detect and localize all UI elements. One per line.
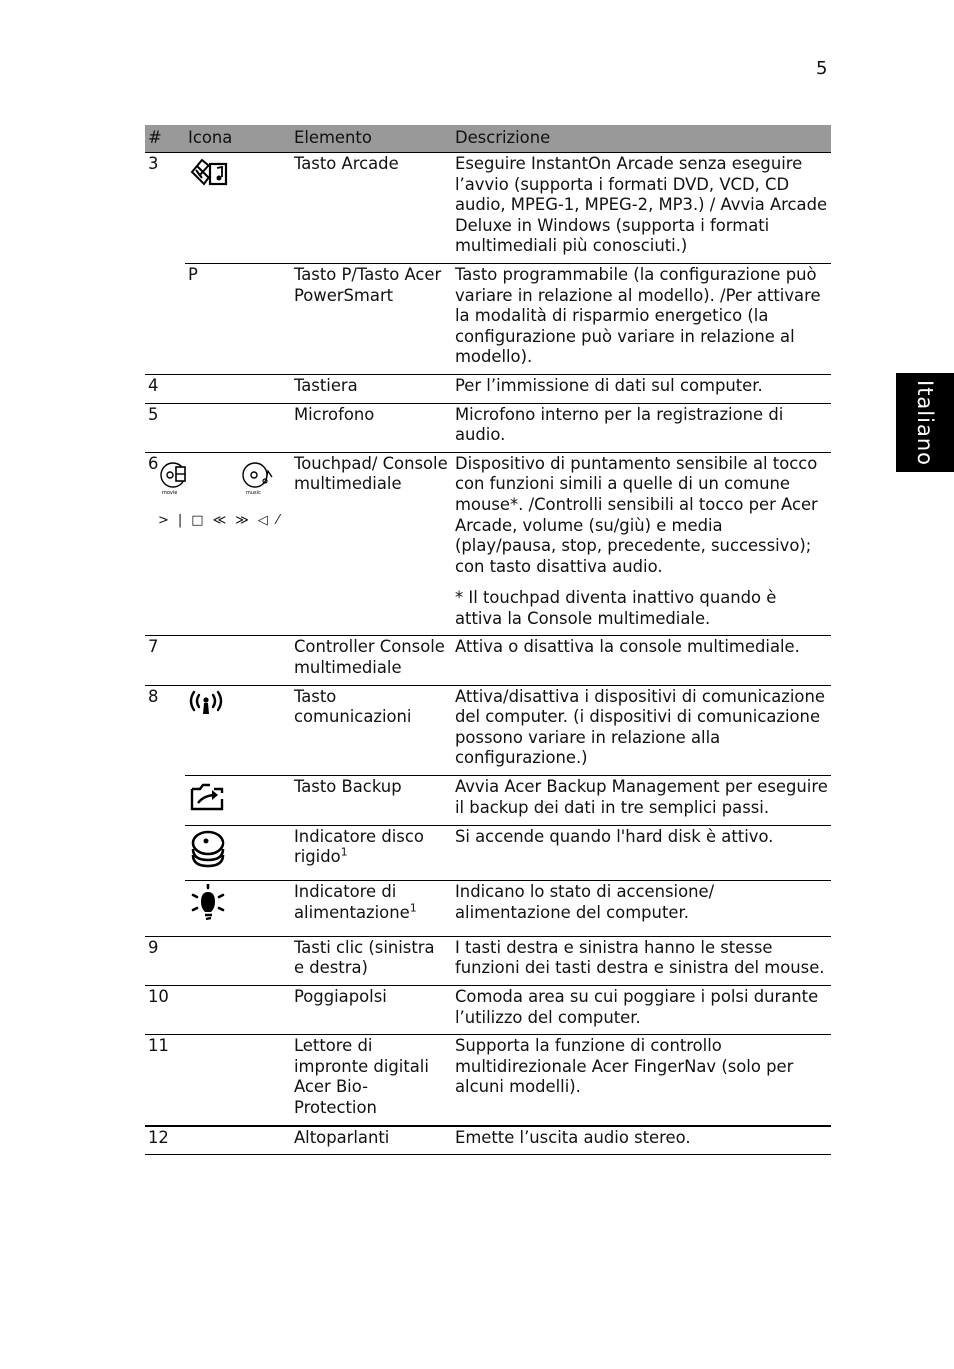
header-description: Descrizione bbox=[452, 125, 831, 153]
row-element: Microfono bbox=[291, 403, 452, 452]
row-num: 10 bbox=[145, 986, 185, 1035]
language-label: Italiano bbox=[913, 379, 937, 466]
row-description: Emette l’uscita audio stereo. bbox=[452, 1126, 831, 1155]
row-num: 4 bbox=[145, 374, 185, 403]
row-element: Poggiapolsi bbox=[291, 986, 452, 1035]
table-row bbox=[145, 636, 831, 685]
row-element: Tasti clic (sinistra e destra) bbox=[291, 936, 452, 985]
power-light-icon bbox=[188, 884, 228, 930]
music-icon bbox=[240, 462, 278, 502]
row-icon bbox=[185, 636, 291, 685]
table-row bbox=[145, 986, 831, 1035]
row-icon bbox=[185, 986, 291, 1035]
table-row bbox=[145, 881, 831, 937]
table-row bbox=[145, 1035, 831, 1126]
row-element: Tasto Backup bbox=[291, 776, 452, 826]
svg-text:music: music bbox=[246, 489, 261, 496]
row-element: Altoparlanti bbox=[291, 1126, 452, 1155]
table-row bbox=[145, 374, 831, 403]
row-icon bbox=[158, 452, 291, 636]
media-controls bbox=[158, 511, 288, 532]
footnote-mark: 1 bbox=[409, 901, 417, 915]
row-icon bbox=[185, 153, 291, 264]
row-element: Lettore di impronte digitali Acer Bio-Protection bbox=[291, 1035, 452, 1126]
table-row bbox=[145, 153, 831, 264]
row-num: 6 bbox=[148, 453, 159, 473]
header-num: # bbox=[145, 125, 185, 153]
table-row bbox=[145, 452, 831, 636]
row-description: I tasti destra e sinistra hanno le stesse funzioni dei tasti destra e sinistra del mouse. bbox=[452, 936, 831, 985]
row-element bbox=[291, 825, 452, 881]
row-icon bbox=[185, 825, 291, 881]
row-description-cell bbox=[452, 452, 831, 636]
row-description: Attiva o disattiva la console multimediale. bbox=[452, 636, 831, 685]
language-tab bbox=[896, 373, 954, 472]
row-element: Tasto P/Tasto Acer PowerSmart bbox=[291, 263, 452, 374]
row-element: Tastiera bbox=[291, 374, 452, 403]
row-icon bbox=[185, 374, 291, 403]
row-num bbox=[145, 881, 185, 937]
arcade-icon bbox=[188, 156, 230, 198]
p-key-label: P bbox=[185, 263, 291, 374]
wireless-icon bbox=[188, 689, 228, 725]
row-element: Tasto Arcade bbox=[293, 154, 399, 173]
next-icon: ≫ bbox=[235, 513, 258, 529]
backup-icon bbox=[188, 779, 228, 819]
row-icon bbox=[185, 881, 291, 937]
row-icon bbox=[185, 685, 291, 775]
row-icon bbox=[185, 403, 291, 452]
page-number: 5 bbox=[816, 58, 828, 79]
header-icon: Icona bbox=[185, 125, 291, 153]
table-row bbox=[145, 825, 831, 881]
row-description: Dispositivo di puntamento sensibile al tocco con funzioni simili a quelle di un comune mouse*. /Controlli sensibili al tocco per Acer Arcade, volume (su/giù) e media (play/pausa, stop, precedente, successivo); con tasto disattiva audio. bbox=[454, 453, 818, 576]
row-description: Microfono interno per la registrazione di audio. bbox=[452, 403, 831, 452]
row-num: 7 bbox=[145, 636, 185, 685]
table-row bbox=[145, 263, 831, 374]
row-note: * Il touchpad diventa inattivo quando è attiva la Console multimediale. bbox=[454, 588, 777, 628]
row-description: Supporta la funzione di controllo multidirezionale Acer FingerNav (solo per alcuni modelli). bbox=[452, 1035, 831, 1126]
table-row bbox=[145, 403, 831, 452]
svg-text:movie: movie bbox=[162, 489, 178, 496]
row-num: 5 bbox=[145, 403, 185, 452]
table-row bbox=[145, 776, 831, 826]
row-element: Touchpad/ Console multimediale bbox=[291, 452, 452, 636]
table-row bbox=[145, 1126, 831, 1155]
row-num bbox=[145, 825, 185, 881]
row-element-text: Indicatore disco rigido bbox=[293, 826, 424, 867]
row-icon bbox=[185, 776, 291, 826]
row-element-text: Indicatore di alimentazione bbox=[293, 882, 410, 922]
row-description: Comoda area su cui poggiare i polsi durante l’utilizzo del computer. bbox=[452, 986, 831, 1035]
row-description: Tasto programmabile (la configurazione può variare in relazione al modello). /Per attivare la modalità di risparmio energetico (la configurazione può variare in relazione al modello). bbox=[452, 263, 831, 374]
table-row bbox=[145, 685, 831, 775]
movie-icon bbox=[158, 462, 196, 502]
row-num: 9 bbox=[145, 936, 185, 985]
row-element: Tasto comunicazioni bbox=[291, 685, 452, 775]
row-num: 12 bbox=[145, 1126, 185, 1155]
table-header bbox=[145, 125, 831, 153]
footnote-mark: 1 bbox=[340, 845, 348, 859]
header-element: Elemento bbox=[291, 125, 452, 153]
row-icon bbox=[185, 936, 291, 985]
play-pause-icon: >| bbox=[158, 513, 192, 529]
row-num bbox=[145, 263, 185, 374]
previous-icon: ≪ bbox=[212, 513, 236, 529]
row-num: 11 bbox=[145, 1035, 185, 1126]
row-num: 3 bbox=[148, 154, 159, 173]
row-description: Si accende quando l'hard disk è attivo. bbox=[452, 825, 831, 881]
row-description: Avvia Acer Backup Management per eseguire il backup dei dati in tre semplici passi. bbox=[452, 776, 831, 826]
row-element bbox=[291, 881, 452, 937]
row-icon bbox=[185, 1035, 291, 1126]
hdd-icon bbox=[188, 829, 228, 875]
row-description: Indicano lo stato di accensione/ alimentazione del computer. bbox=[452, 881, 831, 937]
row-description: Per l’immissione di dati sul computer. bbox=[452, 374, 831, 403]
table-row bbox=[145, 936, 831, 985]
row-num bbox=[145, 776, 185, 826]
stop-icon: □ bbox=[191, 513, 213, 529]
mute-icon: ◁⁄ bbox=[257, 513, 288, 529]
row-description: Attiva/disattiva i dispositivi di comunicazione del computer. (i dispositivi di comunicazione possono variare in relazione alla configurazione.) bbox=[452, 685, 831, 775]
row-num: 8 bbox=[145, 685, 185, 775]
row-description: Eseguire InstantOn Arcade senza eseguire l’avvio (supporta i formati DVD, VCD, CD audio, MPEG-1, MPEG-2, MP3.) / Avvia Arcade Deluxe in Windows (supporta i formati multimediali più conosciuti.) bbox=[454, 154, 828, 256]
row-icon bbox=[185, 1126, 291, 1155]
row-element: Controller Console multimediale bbox=[291, 636, 452, 685]
components-table bbox=[145, 125, 831, 1155]
